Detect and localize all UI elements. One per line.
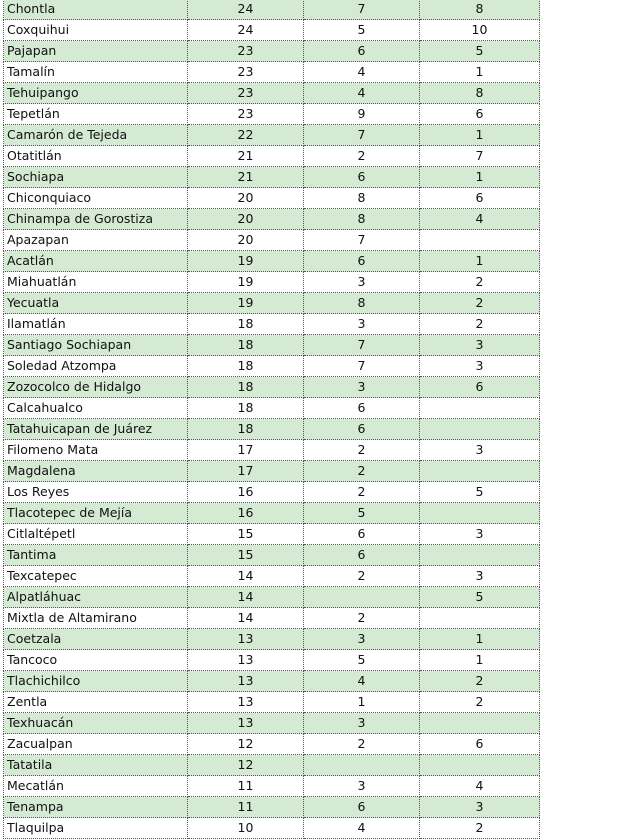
value-col-3-cell: 4 xyxy=(420,776,540,797)
value-col-3-cell: 10 xyxy=(420,20,540,41)
value-col-2-cell xyxy=(304,755,420,776)
value-col-2-cell: 6 xyxy=(304,545,420,566)
municipality-cell: Coetzala xyxy=(4,629,188,650)
value-col-3-cell xyxy=(420,419,540,440)
table-row xyxy=(4,818,540,839)
value-col-2-cell: 2 xyxy=(304,461,420,482)
value-col-2-cell: 3 xyxy=(304,629,420,650)
value-col-3-cell: 6 xyxy=(420,734,540,755)
value-col-2-cell: 3 xyxy=(304,713,420,734)
table-row xyxy=(4,566,540,587)
value-col-3-cell xyxy=(420,503,540,524)
value-col-1-cell: 23 xyxy=(188,62,304,83)
value-col-3-cell xyxy=(420,608,540,629)
table-row xyxy=(4,0,540,20)
value-col-2-cell xyxy=(304,587,420,608)
table-row xyxy=(4,41,540,62)
table-row xyxy=(4,377,540,398)
value-col-3-cell: 2 xyxy=(420,314,540,335)
value-col-3-cell: 1 xyxy=(420,62,540,83)
municipality-cell: Santiago Sochiapan xyxy=(4,335,188,356)
value-col-1-cell: 18 xyxy=(188,314,304,335)
value-col-3-cell: 2 xyxy=(420,293,540,314)
value-col-2-cell: 4 xyxy=(304,62,420,83)
value-col-1-cell: 21 xyxy=(188,167,304,188)
value-col-1-cell: 15 xyxy=(188,524,304,545)
municipality-cell: Texhuacán xyxy=(4,713,188,734)
value-col-3-cell: 3 xyxy=(420,566,540,587)
table-row xyxy=(4,314,540,335)
value-col-3-cell: 1 xyxy=(420,650,540,671)
table-row xyxy=(4,188,540,209)
value-col-2-cell: 6 xyxy=(304,419,420,440)
table-row xyxy=(4,587,540,608)
value-col-2-cell: 2 xyxy=(304,566,420,587)
municipality-cell: Magdalena xyxy=(4,461,188,482)
table-row xyxy=(4,650,540,671)
table-row xyxy=(4,755,540,776)
value-col-3-cell: 1 xyxy=(420,251,540,272)
table-row xyxy=(4,272,540,293)
municipality-cell: Coxquihui xyxy=(4,20,188,41)
value-col-3-cell: 3 xyxy=(420,797,540,818)
municipality-cell: Acatlán xyxy=(4,251,188,272)
municipality-cell: Miahuatlán xyxy=(4,272,188,293)
table-row xyxy=(4,62,540,83)
municipality-cell: Tancoco xyxy=(4,650,188,671)
municipality-cell: Zacualpan xyxy=(4,734,188,755)
table-row xyxy=(4,146,540,167)
value-col-3-cell: 6 xyxy=(420,188,540,209)
value-col-2-cell: 6 xyxy=(304,797,420,818)
value-col-3-cell: 3 xyxy=(420,356,540,377)
value-col-3-cell: 8 xyxy=(420,0,540,20)
value-col-1-cell: 18 xyxy=(188,398,304,419)
value-col-2-cell: 5 xyxy=(304,650,420,671)
municipality-cell: Soledad Atzompa xyxy=(4,356,188,377)
table-row xyxy=(4,524,540,545)
value-col-2-cell: 6 xyxy=(304,251,420,272)
value-col-1-cell: 13 xyxy=(188,671,304,692)
value-col-1-cell: 19 xyxy=(188,293,304,314)
table-row xyxy=(4,713,540,734)
table-row xyxy=(4,335,540,356)
value-col-1-cell: 20 xyxy=(188,209,304,230)
value-col-1-cell: 13 xyxy=(188,692,304,713)
municipality-cell: Calcahualco xyxy=(4,398,188,419)
value-col-1-cell: 19 xyxy=(188,251,304,272)
table-row xyxy=(4,83,540,104)
value-col-2-cell: 5 xyxy=(304,503,420,524)
value-col-1-cell: 17 xyxy=(188,461,304,482)
value-col-2-cell: 7 xyxy=(304,335,420,356)
municipality-cell: Mecatlán xyxy=(4,776,188,797)
value-col-3-cell: 8 xyxy=(420,83,540,104)
value-col-2-cell: 3 xyxy=(304,776,420,797)
municipality-cell: Otatitlán xyxy=(4,146,188,167)
municipality-cell: Ilamatlán xyxy=(4,314,188,335)
table-row xyxy=(4,167,540,188)
value-col-3-cell: 2 xyxy=(420,692,540,713)
value-col-3-cell: 5 xyxy=(420,41,540,62)
municipality-cell: Tamalín xyxy=(4,62,188,83)
municipality-cell: Chontla xyxy=(4,0,188,20)
municipality-cell: Filomeno Mata xyxy=(4,440,188,461)
value-col-3-cell: 6 xyxy=(420,377,540,398)
table-row xyxy=(4,251,540,272)
value-col-1-cell: 24 xyxy=(188,0,304,20)
municipality-cell: Alpatláhuac xyxy=(4,587,188,608)
value-col-2-cell: 4 xyxy=(304,818,420,839)
table-row xyxy=(4,440,540,461)
value-col-2-cell: 4 xyxy=(304,671,420,692)
value-col-2-cell: 7 xyxy=(304,230,420,251)
table-row xyxy=(4,419,540,440)
table-row xyxy=(4,545,540,566)
value-col-2-cell: 8 xyxy=(304,293,420,314)
value-col-1-cell: 17 xyxy=(188,440,304,461)
table-row xyxy=(4,104,540,125)
municipality-cell: Tlaquilpa xyxy=(4,818,188,839)
table-row xyxy=(4,776,540,797)
value-col-1-cell: 18 xyxy=(188,419,304,440)
municipality-cell: Camarón de Tejeda xyxy=(4,125,188,146)
value-col-2-cell: 3 xyxy=(304,314,420,335)
value-col-1-cell: 21 xyxy=(188,146,304,167)
value-col-2-cell: 9 xyxy=(304,104,420,125)
value-col-2-cell: 2 xyxy=(304,734,420,755)
value-col-2-cell: 6 xyxy=(304,41,420,62)
value-col-2-cell: 4 xyxy=(304,83,420,104)
value-col-1-cell: 18 xyxy=(188,356,304,377)
municipality-cell: Tehuipango xyxy=(4,83,188,104)
municipality-cell: Tlacotepec de Mejía xyxy=(4,503,188,524)
value-col-2-cell: 7 xyxy=(304,356,420,377)
value-col-1-cell: 14 xyxy=(188,587,304,608)
value-col-1-cell: 14 xyxy=(188,566,304,587)
table-row xyxy=(4,503,540,524)
municipality-cell: Pajapan xyxy=(4,41,188,62)
table-row xyxy=(4,608,540,629)
value-col-2-cell: 6 xyxy=(304,398,420,419)
table-row xyxy=(4,629,540,650)
value-col-3-cell: 2 xyxy=(420,671,540,692)
value-col-2-cell: 5 xyxy=(304,20,420,41)
value-col-1-cell: 15 xyxy=(188,545,304,566)
municipality-cell: Sochiapa xyxy=(4,167,188,188)
value-col-2-cell: 8 xyxy=(304,188,420,209)
value-col-3-cell xyxy=(420,713,540,734)
value-col-1-cell: 14 xyxy=(188,608,304,629)
value-col-3-cell: 3 xyxy=(420,524,540,545)
municipality-cell: Tatatila xyxy=(4,755,188,776)
value-col-3-cell: 5 xyxy=(420,587,540,608)
value-col-2-cell: 7 xyxy=(304,0,420,20)
table-row xyxy=(4,734,540,755)
value-col-3-cell xyxy=(420,398,540,419)
value-col-3-cell: 3 xyxy=(420,440,540,461)
value-col-2-cell: 2 xyxy=(304,146,420,167)
value-col-3-cell: 2 xyxy=(420,818,540,839)
value-col-1-cell: 10 xyxy=(188,818,304,839)
value-col-1-cell: 24 xyxy=(188,20,304,41)
municipality-table xyxy=(3,0,540,839)
table-row xyxy=(4,20,540,41)
municipality-cell: Tenampa xyxy=(4,797,188,818)
table-row xyxy=(4,125,540,146)
municipality-cell: Yecuatla xyxy=(4,293,188,314)
municipality-cell: Los Reyes xyxy=(4,482,188,503)
table-row xyxy=(4,209,540,230)
value-col-1-cell: 23 xyxy=(188,104,304,125)
value-col-3-cell xyxy=(420,545,540,566)
municipality-cell: Tlachichilco xyxy=(4,671,188,692)
value-col-2-cell: 3 xyxy=(304,377,420,398)
value-col-1-cell: 18 xyxy=(188,377,304,398)
table-row xyxy=(4,797,540,818)
table-row xyxy=(4,482,540,503)
municipality-cell: Zentla xyxy=(4,692,188,713)
value-col-1-cell: 11 xyxy=(188,776,304,797)
value-col-3-cell: 1 xyxy=(420,125,540,146)
municipality-cell: Tatahuicapan de Juárez xyxy=(4,419,188,440)
value-col-2-cell: 2 xyxy=(304,440,420,461)
value-col-3-cell: 3 xyxy=(420,335,540,356)
municipality-cell: Chiconquiaco xyxy=(4,188,188,209)
value-col-3-cell: 6 xyxy=(420,104,540,125)
value-col-1-cell: 22 xyxy=(188,125,304,146)
value-col-1-cell: 20 xyxy=(188,230,304,251)
value-col-1-cell: 12 xyxy=(188,734,304,755)
value-col-3-cell xyxy=(420,755,540,776)
value-col-1-cell: 13 xyxy=(188,650,304,671)
municipality-cell: Tantima xyxy=(4,545,188,566)
value-col-2-cell: 7 xyxy=(304,125,420,146)
table-row xyxy=(4,671,540,692)
municipality-cell: Apazapan xyxy=(4,230,188,251)
value-col-3-cell: 2 xyxy=(420,272,540,293)
table-body xyxy=(4,0,540,839)
value-col-1-cell: 20 xyxy=(188,188,304,209)
value-col-2-cell: 3 xyxy=(304,272,420,293)
value-col-1-cell: 13 xyxy=(188,713,304,734)
municipality-cell: Chinampa de Gorostiza xyxy=(4,209,188,230)
value-col-1-cell: 23 xyxy=(188,41,304,62)
value-col-1-cell: 19 xyxy=(188,272,304,293)
value-col-2-cell: 6 xyxy=(304,167,420,188)
value-col-3-cell: 5 xyxy=(420,482,540,503)
table-row xyxy=(4,692,540,713)
municipality-cell: Texcatepec xyxy=(4,566,188,587)
value-col-3-cell: 4 xyxy=(420,209,540,230)
value-col-3-cell: 1 xyxy=(420,629,540,650)
value-col-3-cell: 7 xyxy=(420,146,540,167)
value-col-1-cell: 11 xyxy=(188,797,304,818)
table-row xyxy=(4,230,540,251)
municipality-cell: Citlaltépetl xyxy=(4,524,188,545)
table-row xyxy=(4,398,540,419)
value-col-1-cell: 18 xyxy=(188,335,304,356)
value-col-3-cell xyxy=(420,230,540,251)
value-col-1-cell: 16 xyxy=(188,503,304,524)
value-col-1-cell: 16 xyxy=(188,482,304,503)
value-col-2-cell: 8 xyxy=(304,209,420,230)
value-col-2-cell: 2 xyxy=(304,482,420,503)
value-col-2-cell: 1 xyxy=(304,692,420,713)
municipality-cell: Mixtla de Altamirano xyxy=(4,608,188,629)
municipality-cell: Tepetlán xyxy=(4,104,188,125)
table-row xyxy=(4,461,540,482)
value-col-1-cell: 12 xyxy=(188,755,304,776)
value-col-1-cell: 23 xyxy=(188,83,304,104)
value-col-2-cell: 2 xyxy=(304,608,420,629)
table-row xyxy=(4,356,540,377)
table-row xyxy=(4,293,540,314)
value-col-1-cell: 13 xyxy=(188,629,304,650)
value-col-3-cell xyxy=(420,461,540,482)
municipality-cell: Zozocolco de Hidalgo xyxy=(4,377,188,398)
value-col-3-cell: 1 xyxy=(420,167,540,188)
value-col-2-cell: 6 xyxy=(304,524,420,545)
